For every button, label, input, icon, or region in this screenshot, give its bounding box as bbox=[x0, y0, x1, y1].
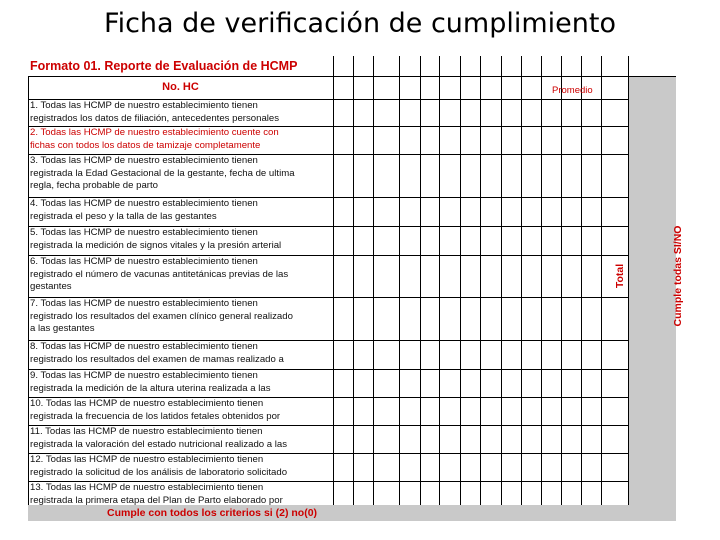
evaluation-sheet bbox=[28, 56, 684, 521]
criterion-text: registrado el número de vacunas antitetánicas previas de las bbox=[30, 268, 289, 280]
criterion-text: a las gestantes bbox=[30, 323, 95, 335]
criterion-row bbox=[28, 341, 333, 369]
criterion-text: registrada el peso y la talla de las gestantes bbox=[30, 210, 217, 222]
criterion-text: registrada la valoración del estado nutricional realizado a las bbox=[30, 438, 288, 450]
criterion-text: registrada la medición de signos vitales y la presión arterial bbox=[30, 239, 282, 251]
slide-title: Ficha de verificación de cumplimiento bbox=[104, 8, 616, 39]
criterion-text: 6. Todas las HCMP de nuestro establecimiento tienen bbox=[30, 256, 258, 267]
criterion-row bbox=[28, 454, 333, 481]
criterion-row bbox=[28, 198, 333, 226]
criterion-text: fichas con todos los datos de tamizaje completamente bbox=[30, 139, 261, 151]
criterion-text: regla, fecha probable de parto bbox=[30, 180, 159, 192]
criterion-row bbox=[28, 155, 333, 197]
criterion-text: registrada la medición de la altura uterina realizada a las bbox=[30, 382, 271, 394]
criterion-row bbox=[28, 398, 333, 425]
criterion-text: registrada la primera etapa del Plan de Parto elaborado por bbox=[30, 494, 283, 505]
criterion-row bbox=[28, 482, 333, 505]
criterion-row bbox=[28, 298, 333, 340]
criterion-text: 4. Todas las HCMP de nuestro establecimiento tienen bbox=[30, 198, 258, 209]
total-header: Total bbox=[614, 263, 626, 289]
criterion-row bbox=[28, 256, 333, 297]
criterion-row bbox=[28, 426, 333, 453]
criterion-text: registrada la Edad Gestacional de la gestante, fecha de ultima bbox=[30, 167, 295, 179]
criterion-text: 7. Todas las HCMP de nuestro establecimiento tienen bbox=[30, 298, 258, 309]
criterion-text: 11. Todas las HCMP de nuestro establecimiento tienen bbox=[30, 426, 263, 437]
criterion-text: 10. Todas las HCMP de nuestro establecimiento tienen bbox=[30, 398, 264, 409]
no-hc-header: No. HC bbox=[162, 81, 199, 93]
criterion-row bbox=[28, 227, 333, 255]
criterion-text: 9. Todas las HCMP de nuestro establecimiento tienen bbox=[30, 370, 258, 381]
cumple-header: Cumple todas SI/NO bbox=[672, 225, 684, 327]
promedio-label: Promedio bbox=[552, 85, 593, 96]
criterion-text: 5. Todas las HCMP de nuestro establecimiento tienen bbox=[30, 227, 258, 238]
criterion-text: 8. Todas las HCMP de nuestro establecimiento tienen bbox=[30, 341, 258, 352]
criterion-text: registrados los datos de filiación, antecedentes personales bbox=[30, 112, 280, 124]
criterion-text: registrado la solicitud de los análisis de laboratorio solicitado bbox=[30, 466, 288, 478]
criterion-text: registrada la frecuencia de los latidos fetales obtenidos por bbox=[30, 410, 281, 422]
criterion-text: 12. Todas las HCMP de nuestro establecimiento tienen bbox=[30, 454, 264, 465]
criterion-text: 1. Todas las HCMP de nuestro establecimiento tienen bbox=[30, 100, 258, 111]
criterion-text: gestantes bbox=[30, 281, 72, 293]
criterion-text: 13. Todas las HCMP de nuestro establecimiento tienen bbox=[30, 482, 264, 493]
criterion-text: 3. Todas las HCMP de nuestro establecimiento tienen bbox=[30, 155, 258, 166]
footer-note: Cumple con todos los criterios si (2) no(0) bbox=[28, 505, 628, 521]
criterion-text: 2. Todas las HCMP de nuestro establecimiento cuente con bbox=[30, 127, 279, 138]
criterion-row bbox=[28, 100, 333, 126]
criterion-row bbox=[28, 370, 333, 397]
format-title: Formato 01. Reporte de Evaluación de HCMP bbox=[30, 59, 298, 73]
criterion-text: registrado los resultados del examen de mamas realizado a bbox=[30, 353, 284, 365]
criterion-row bbox=[28, 127, 333, 154]
criterion-text: registrado los resultados del examen clínico general realizado bbox=[30, 310, 293, 322]
